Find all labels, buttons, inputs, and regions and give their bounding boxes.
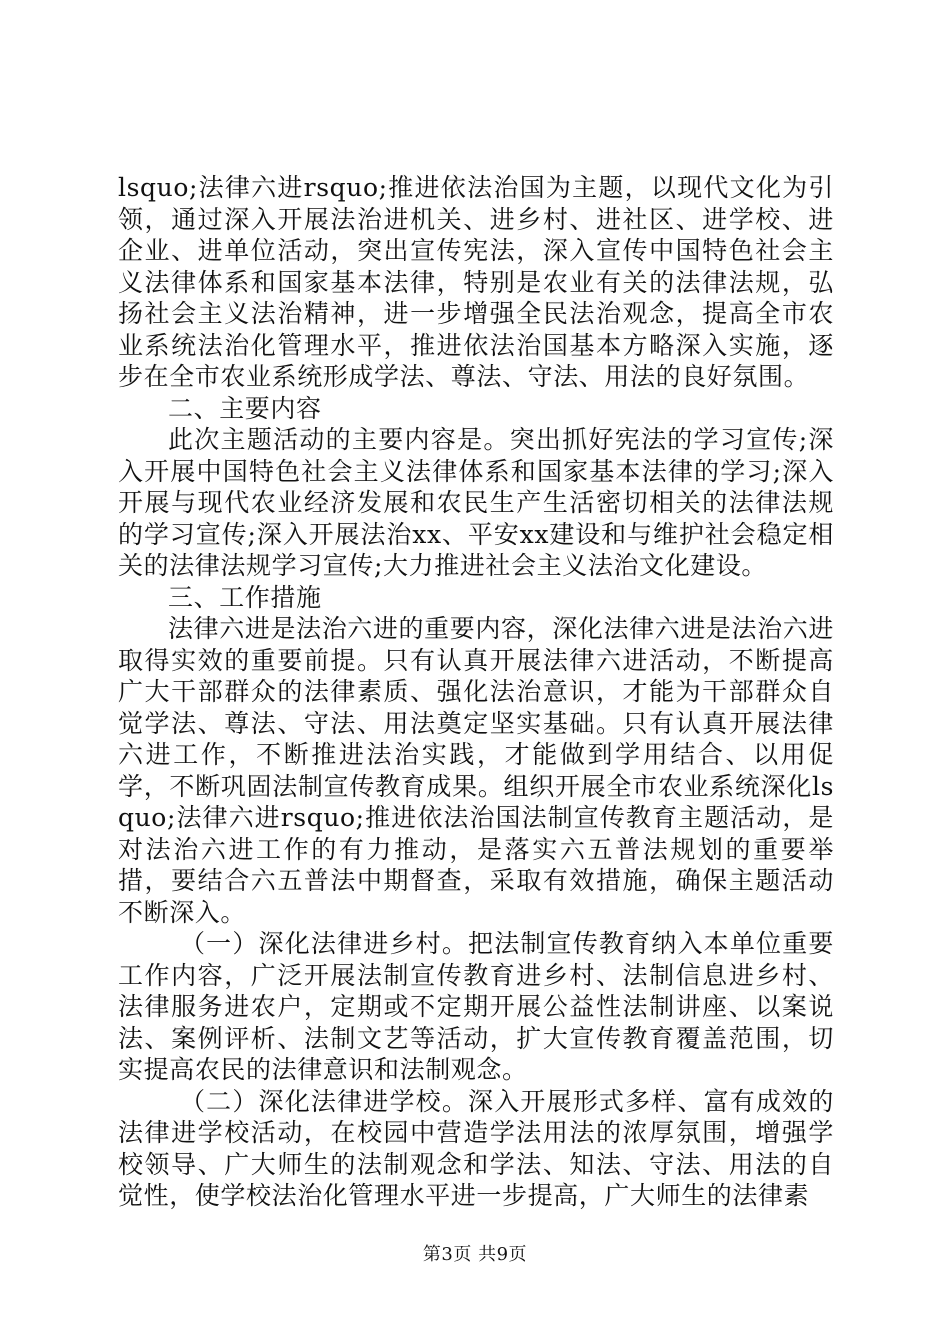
paragraph-item-1-villages: （一）深化法律进乡村。把法制宣传教育纳入本单位重要工作内容，广泛开展法制宣传教育进乡村、法制信息进乡村、法律服务进农户，定期或不定期开展公益性法制讲座、以案说法、案例评析、法制文艺等活动，扩大宣传教育覆盖范围，切实提高农民的法律意识和法制观念。 (118, 929, 834, 1084)
page-number-footer: 第3页 共9页 (422, 1244, 528, 1265)
section-heading-main-content: 二、主要内容 (168, 393, 322, 423)
document-body (118, 172, 834, 1212)
paragraph-main-content: 此次主题活动的主要内容是。突出抓好宪法的学习宣传;深入开展中国特色社会主义法律体系和国家基本法律的学习;深入开展与现代农业经济发展和农民生产生活密切相关的法律法规的学习宣传;深入开展法治xx、平安xx建设和与维护社会稳定相关的法律法规学习宣传;大力推进社会主义法治文化建设。 (118, 425, 834, 580)
section-heading-work-measures: 三、工作措施 (168, 582, 322, 612)
paragraph-item-2-schools: （二）深化法律进学校。深入开展形式多样、富有成效的法律进学校活动，在校园中营造学法用法的浓厚氛围，增强学校领导、广大师生的法制观念和学法、知法、守法、用法的自觉性，使学校法治化管理水平进一步提高，广大师生的法律素 (118, 1086, 834, 1210)
paragraph-work-measures: 法律六进是法治六进的重要内容，深化法律六进是法治六进取得实效的重要前提。只有认真开展法律六进活动，不断提高广大干部群众的法律素质、强化法治意识，才能为干部群众自觉学法、尊法、守法、用法奠定坚实基础。只有认真开展法律六进工作，不断推进法治实践，才能做到学用结合、以用促学，不断巩固法制宣传教育成果。组织开展全市农业系统深化lsquo;法律六进rsquo;推进依法治国法制宣传教育主题活动，是对法治六进工作的有力推动，是落实六五普法规划的重要举措，要结合六五普法中期督查，采取有效措施，确保主题活动不断深入。 (118, 614, 834, 927)
paragraph-intro-continued: lsquo;法律六进rsquo;推进依法治国为主题，以现代文化为引领，通过深入开展法治进机关、进乡村、进社区、进学校、进企业、进单位活动，突出宣传宪法，深入宣传中国特色社会主义法律体系和国家基本法律，特别是农业有关的法律法规，弘扬社会主义法治精神，进一步增强全民法治观念，提高全市农业系统法治化管理水平，推进依法治国基本方略深入实施，逐步在全市农业系统形成学法、尊法、守法、用法的良好氛围。 (118, 173, 834, 391)
